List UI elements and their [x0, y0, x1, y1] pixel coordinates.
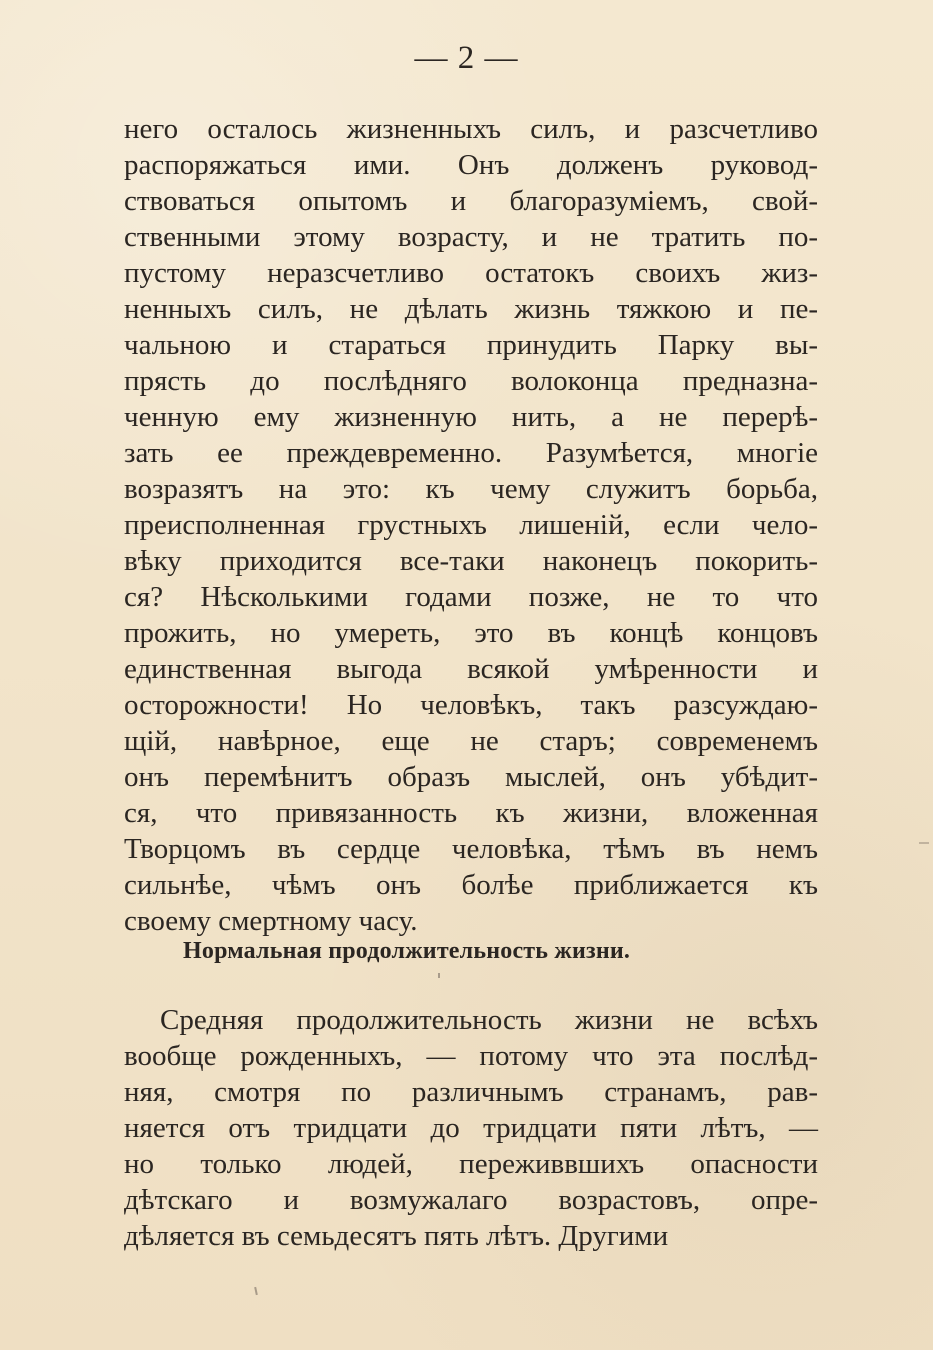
section-heading: Нормальная продолжительность жизни.	[183, 938, 631, 964]
ink-speck	[438, 973, 440, 978]
page-number: — 2 —	[414, 40, 519, 76]
paragraph-line: вѣку приходится все-таки наконецъ покорить-	[124, 545, 818, 577]
paragraph-line: Средняя продолжительность жизни не всѣхъ	[160, 1004, 818, 1036]
paragraph-line: единственная выгода всякой умѣренности и	[124, 653, 818, 685]
paragraph-line: вообще рожденныхъ, — потому что эта послѣд-	[124, 1040, 818, 1072]
paragraph-line: зать ее преждевременно. Разумѣется, многіе	[124, 437, 818, 469]
paragraph-line: ченную ему жизненную нить, а не перерѣ-	[124, 401, 818, 433]
edge-mark	[919, 842, 929, 844]
paragraph-line: прясть до послѣдняго волоконца предназна-	[124, 365, 818, 397]
paragraph-line: распоряжаться ими. Онъ долженъ руковод-	[124, 149, 818, 181]
paragraph-line: ненныхъ силъ, не дѣлать жизнь тяжкою и пе-	[124, 293, 818, 325]
paragraph-line: чальною и стараться принудить Парку вы-	[124, 329, 818, 361]
paragraph-line: возразятъ на это: къ чему служитъ борьба,	[124, 473, 818, 505]
paragraph-line: няя, смотря по различнымъ странамъ, рав-	[124, 1076, 818, 1108]
paragraph-line: осторожности! Но человѣкъ, такъ разсуждаю-	[124, 689, 818, 721]
paragraph-line: прожить, но умереть, это въ концѣ концовъ	[124, 617, 818, 649]
ink-speck	[254, 1287, 258, 1295]
paragraph-line: сильнѣе, чѣмъ онъ болѣе приближается къ	[124, 869, 818, 901]
paragraph-line: няется отъ тридцати до тридцати пяти лѣтъ, —	[124, 1112, 818, 1144]
paragraph-line: Творцомъ въ сердце человѣка, тѣмъ въ немъ	[124, 833, 818, 865]
paragraph-line: но только людей, переживвшихъ опасности	[124, 1148, 818, 1180]
paragraph-line: ствоваться опытомъ и благоразуміемъ, свой-	[124, 185, 818, 217]
paragraph-line: дѣтскаго и возмужалаго возрастовъ, опре-	[124, 1184, 818, 1216]
paragraph-line: пустому неразсчетливо остатокъ своихъ жиз-	[124, 257, 818, 289]
paragraph-line: щій, навѣрное, еще не старъ; современемъ	[124, 725, 818, 757]
paragraph-line: ся? Нѣсколькими годами позже, не то что	[124, 581, 818, 613]
paragraph-line: своему смертному часу.	[124, 905, 418, 937]
paragraph-line: онъ перемѣнитъ образъ мыслей, онъ убѣдит-	[124, 761, 818, 793]
paragraph-line: дѣляется въ семьдесятъ пять лѣтъ. Другими	[124, 1220, 669, 1252]
paragraph-line: преисполненная грустныхъ лишеній, если чело-	[124, 509, 818, 541]
paragraph-line: него осталось жизненныхъ силъ, и разсчетливо	[124, 113, 818, 145]
paragraph-line: ся, что привязанность къ жизни, вложенная	[124, 797, 818, 829]
paragraph-line: ственными этому возрасту, и не тратить по-	[124, 221, 818, 253]
